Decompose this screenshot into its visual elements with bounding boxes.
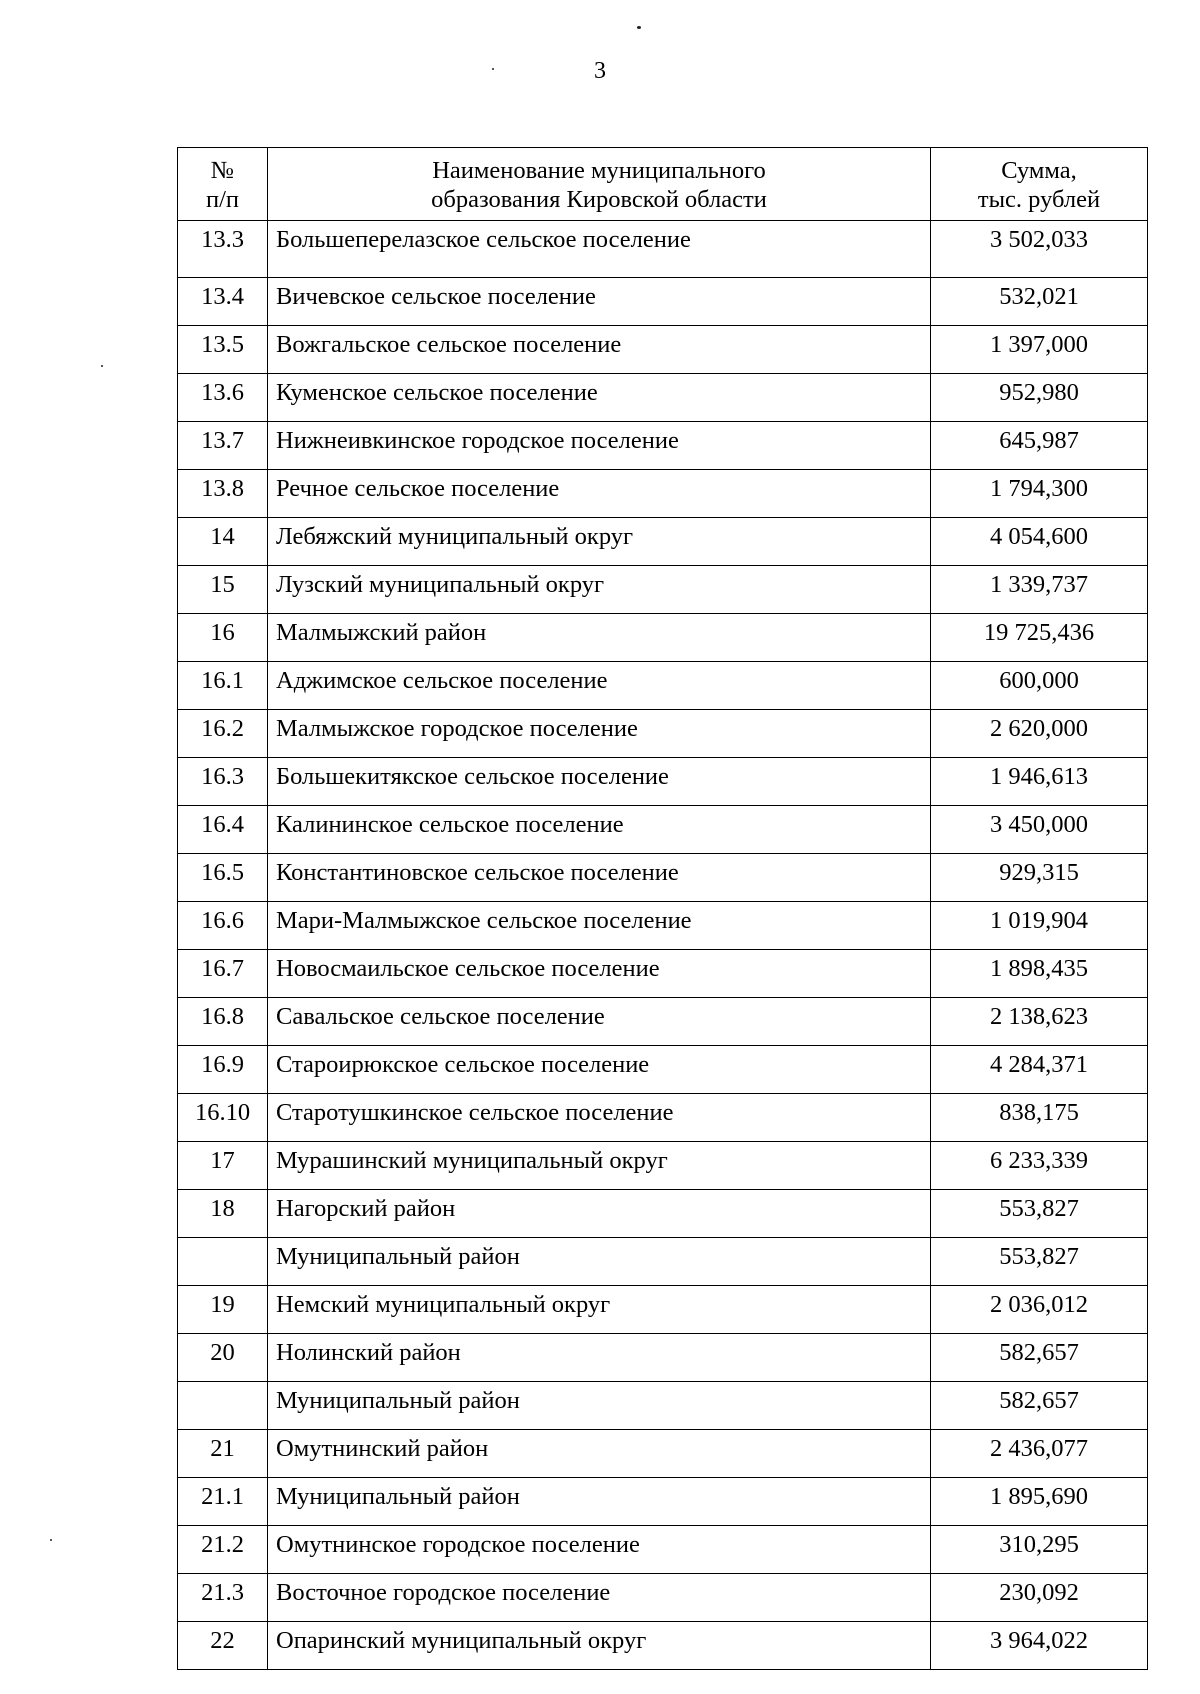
row-name-cell: Нагорский район	[268, 1190, 931, 1238]
row-number-cell: 16.3	[178, 758, 268, 806]
table-row	[178, 1334, 1148, 1382]
row-sum-cell: 1 895,690	[931, 1478, 1148, 1526]
table-row	[178, 806, 1148, 854]
row-number-cell: 16.4	[178, 806, 268, 854]
table-row	[178, 326, 1148, 374]
row-sum-cell: 1 339,737	[931, 566, 1148, 614]
table-row	[178, 374, 1148, 422]
row-number-cell: 16.10	[178, 1094, 268, 1142]
row-name-cell: Муниципальный район	[268, 1382, 931, 1430]
row-number-cell: 15	[178, 566, 268, 614]
row-sum-cell: 2 036,012	[931, 1286, 1148, 1334]
row-name-cell: Малмыжский район	[268, 614, 931, 662]
table-row	[178, 902, 1148, 950]
row-name-cell: Савальское сельское поселение	[268, 998, 931, 1046]
row-sum-cell: 3 450,000	[931, 806, 1148, 854]
row-sum-cell: 1 397,000	[931, 326, 1148, 374]
row-number-cell: 18	[178, 1190, 268, 1238]
row-sum-cell: 2 436,077	[931, 1430, 1148, 1478]
row-sum-cell: 582,657	[931, 1334, 1148, 1382]
scan-speck	[101, 365, 103, 367]
table-header	[178, 148, 1148, 221]
row-sum-cell: 952,980	[931, 374, 1148, 422]
row-number-cell: 13.8	[178, 470, 268, 518]
row-name-cell: Большеперелазское сельское поселение	[268, 221, 931, 278]
row-name-cell: Омутнинское городское поселение	[268, 1526, 931, 1574]
row-name-cell: Муниципальный район	[268, 1238, 931, 1286]
row-name-cell: Восточное городское поселение	[268, 1574, 931, 1622]
row-sum-cell: 600,000	[931, 662, 1148, 710]
row-name-cell: Вожгальское сельское поселение	[268, 326, 931, 374]
row-sum-cell: 19 725,436	[931, 614, 1148, 662]
table-row	[178, 758, 1148, 806]
row-name-cell: Нижнеивкинское городское поселение	[268, 422, 931, 470]
header-number-line-2: п/п	[205, 186, 240, 213]
row-sum-cell: 1 019,904	[931, 902, 1148, 950]
table-row	[178, 614, 1148, 662]
row-sum-cell: 645,987	[931, 422, 1148, 470]
header-name-line-1: Наименование муниципального	[432, 156, 766, 184]
header-number-line-1: №	[210, 156, 235, 184]
table-row	[178, 566, 1148, 614]
row-name-cell: Большекитякское сельское поселение	[268, 758, 931, 806]
row-sum-cell: 929,315	[931, 854, 1148, 902]
row-name-cell: Староирюкское сельское поселение	[268, 1046, 931, 1094]
row-name-cell: Аджимское сельское поселение	[268, 662, 931, 710]
table-row	[178, 662, 1148, 710]
table-row	[178, 1574, 1148, 1622]
row-name-cell: Вичевское сельское поселение	[268, 278, 931, 326]
row-name-cell: Малмыжское городское поселение	[268, 710, 931, 758]
row-number-cell: 13.4	[178, 278, 268, 326]
row-name-cell: Немский муниципальный округ	[268, 1286, 931, 1334]
row-number-cell: 16.6	[178, 902, 268, 950]
row-name-cell: Куменское сельское поселение	[268, 374, 931, 422]
row-name-cell: Мари-Малмыжское сельское поселение	[268, 902, 931, 950]
table-row	[178, 221, 1148, 278]
table-row	[178, 1046, 1148, 1094]
row-sum-cell: 3 964,022	[931, 1622, 1148, 1670]
row-number-cell: 21.1	[178, 1478, 268, 1526]
row-name-cell: Калининское сельское поселение	[268, 806, 931, 854]
row-sum-cell: 310,295	[931, 1526, 1148, 1574]
table-row	[178, 950, 1148, 998]
row-sum-cell: 1 794,300	[931, 470, 1148, 518]
table-row	[178, 1430, 1148, 1478]
header-name	[268, 148, 931, 221]
row-number-cell: 16	[178, 614, 268, 662]
row-sum-cell: 532,021	[931, 278, 1148, 326]
row-number-cell: 16.2	[178, 710, 268, 758]
table-row	[178, 1094, 1148, 1142]
row-sum-cell: 230,092	[931, 1574, 1148, 1622]
table-row	[178, 854, 1148, 902]
row-name-cell: Новосмаильское сельское поселение	[268, 950, 931, 998]
row-name-cell: Нолинский район	[268, 1334, 931, 1382]
row-sum-cell: 4 054,600	[931, 518, 1148, 566]
row-name-cell: Старотушкинское сельское поселение	[268, 1094, 931, 1142]
row-number-cell: 21.3	[178, 1574, 268, 1622]
scan-speck	[50, 1539, 52, 1541]
table-row	[178, 1190, 1148, 1238]
row-name-cell: Речное сельское поселение	[268, 470, 931, 518]
header-sum-line-2: тыс. рублей	[977, 186, 1101, 213]
row-number-cell: 22	[178, 1622, 268, 1670]
table-row	[178, 278, 1148, 326]
row-number-cell: 21.2	[178, 1526, 268, 1574]
row-number-cell: 13.3	[178, 221, 268, 278]
table-row	[178, 1382, 1148, 1430]
table-row	[178, 998, 1148, 1046]
header-sum-line-1: Сумма,	[1001, 156, 1077, 184]
header-sum	[931, 148, 1148, 221]
table-row	[178, 422, 1148, 470]
row-number-cell: 16.5	[178, 854, 268, 902]
row-number-cell: 16.9	[178, 1046, 268, 1094]
table-row	[178, 1526, 1148, 1574]
row-sum-cell: 2 138,623	[931, 998, 1148, 1046]
table-row	[178, 1238, 1148, 1286]
row-number-cell: 16.8	[178, 998, 268, 1046]
table-body	[178, 221, 1148, 1670]
header-name-line-2: образования Кировской области	[431, 186, 767, 213]
row-number-cell: 13.5	[178, 326, 268, 374]
table-row	[178, 518, 1148, 566]
row-name-cell: Муниципальный район	[268, 1478, 931, 1526]
row-number-cell: 16.7	[178, 950, 268, 998]
row-sum-cell: 1 898,435	[931, 950, 1148, 998]
scan-speck	[637, 26, 641, 29]
table-row	[178, 470, 1148, 518]
table-row	[178, 1478, 1148, 1526]
row-number-cell	[178, 1238, 268, 1286]
row-number-cell	[178, 1382, 268, 1430]
row-name-cell: Омутнинский район	[268, 1430, 931, 1478]
table-row	[178, 710, 1148, 758]
row-name-cell: Опаринский муниципальный округ	[268, 1622, 931, 1670]
row-sum-cell: 553,827	[931, 1238, 1148, 1286]
header-number	[178, 148, 268, 221]
row-sum-cell: 2 620,000	[931, 710, 1148, 758]
row-number-cell: 14	[178, 518, 268, 566]
row-name-cell: Мурашинский муниципальный округ	[268, 1142, 931, 1190]
row-sum-cell: 4 284,371	[931, 1046, 1148, 1094]
header-row	[178, 148, 1148, 221]
table-row	[178, 1622, 1148, 1670]
row-number-cell: 16.1	[178, 662, 268, 710]
row-number-cell: 20	[178, 1334, 268, 1382]
row-number-cell: 21	[178, 1430, 268, 1478]
row-sum-cell: 838,175	[931, 1094, 1148, 1142]
row-number-cell: 17	[178, 1142, 268, 1190]
row-name-cell: Лузский муниципальный округ	[268, 566, 931, 614]
row-number-cell: 13.6	[178, 374, 268, 422]
row-sum-cell: 1 946,613	[931, 758, 1148, 806]
row-sum-cell: 582,657	[931, 1382, 1148, 1430]
allocation-table	[177, 147, 1148, 1670]
row-name-cell: Лебяжский муниципальный округ	[268, 518, 931, 566]
row-number-cell: 13.7	[178, 422, 268, 470]
row-number-cell: 19	[178, 1286, 268, 1334]
row-sum-cell: 3 502,033	[931, 221, 1148, 278]
table-row	[178, 1142, 1148, 1190]
row-sum-cell: 553,827	[931, 1190, 1148, 1238]
row-name-cell: Константиновское сельское поселение	[268, 854, 931, 902]
row-sum-cell: 6 233,339	[931, 1142, 1148, 1190]
page-number: 3	[594, 58, 606, 84]
table-row	[178, 1286, 1148, 1334]
